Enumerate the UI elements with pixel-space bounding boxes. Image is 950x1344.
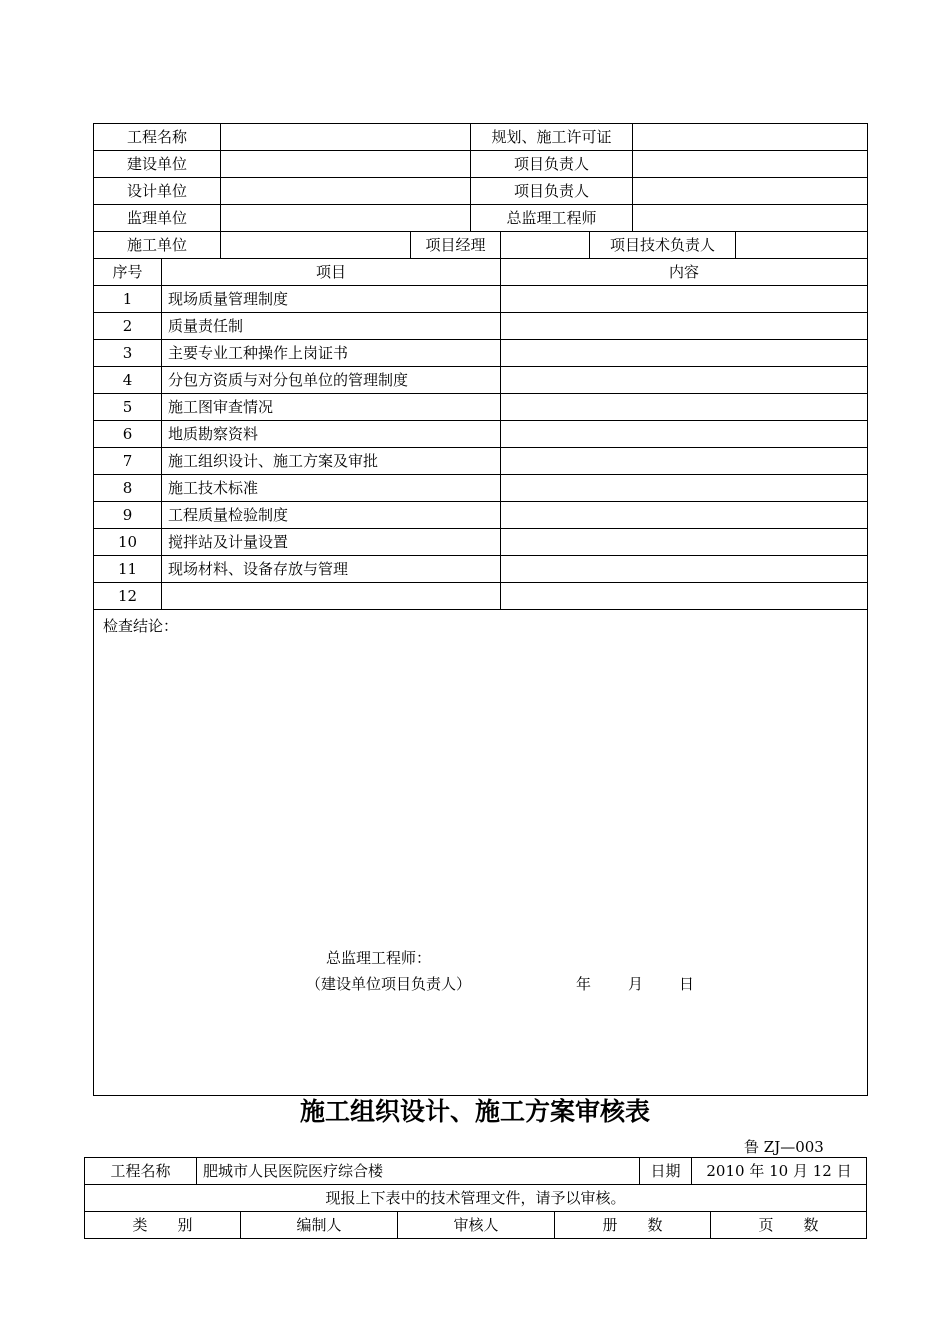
row-no: 10 (94, 529, 162, 556)
col-reviewer-header: 审核人 (398, 1212, 555, 1239)
bottom-date-label: 日期 (640, 1158, 692, 1185)
row-no: 8 (94, 475, 162, 502)
bottom-project-name-value[interactable]: 肥城市人民医院医疗综合楼 (197, 1158, 640, 1185)
row-content[interactable] (501, 394, 868, 421)
table-row (94, 394, 868, 421)
table-row (94, 502, 868, 529)
row-item: 搅拌站及计量设置 (162, 529, 501, 556)
col-no-header: 序号 (94, 259, 162, 286)
items-header-row (94, 259, 868, 286)
designer-row (94, 178, 868, 205)
table-row (94, 313, 868, 340)
row-content[interactable] (501, 583, 868, 610)
row-no: 7 (94, 448, 162, 475)
row-content[interactable] (501, 421, 868, 448)
row-no: 5 (94, 394, 162, 421)
designer-label: 设计单位 (94, 178, 221, 205)
row-content[interactable] (501, 502, 868, 529)
row-item: 地质勘察资料 (162, 421, 501, 448)
bottom-project-row (85, 1158, 867, 1185)
documents-table (84, 1211, 867, 1239)
table-row (94, 340, 868, 367)
table-row (94, 448, 868, 475)
notice-row (85, 1185, 867, 1212)
row-no: 1 (94, 286, 162, 313)
form-code: 鲁 ZJ—003 (744, 1138, 824, 1156)
bottom-date-value[interactable]: 2010 年 10 月 12 日 (692, 1158, 867, 1185)
designer-resp-field[interactable] (633, 178, 868, 205)
tech-lead-field[interactable] (736, 232, 868, 259)
row-content[interactable] (501, 367, 868, 394)
permit-label: 规划、施工许可证 (471, 124, 633, 151)
table-row (94, 529, 868, 556)
supervisor-label: 监理单位 (94, 205, 221, 232)
builder-field[interactable] (221, 151, 471, 178)
row-item: 施工组织设计、施工方案及审批 (162, 448, 501, 475)
col-category-header: 类 别 (85, 1212, 241, 1239)
row-no: 9 (94, 502, 162, 529)
chief-supervisor-field[interactable] (633, 205, 868, 232)
builder-resp-label: 项目负责人 (471, 151, 633, 178)
row-content[interactable] (501, 448, 868, 475)
row-no: 3 (94, 340, 162, 367)
project-name-field[interactable] (221, 124, 471, 151)
notice-table (84, 1184, 867, 1212)
supervisor-field[interactable] (221, 205, 471, 232)
col-content-header: 内容 (501, 259, 868, 286)
documents-header-row (85, 1212, 867, 1239)
bottom-form (84, 1157, 867, 1239)
designer-field[interactable] (221, 178, 471, 205)
conclusion-box[interactable] (93, 609, 868, 1096)
bottom-header-table (84, 1157, 867, 1185)
contractor-field[interactable] (221, 232, 411, 259)
row-content[interactable] (501, 340, 868, 367)
conclusion-label: 检查结论： (103, 617, 179, 635)
row-content[interactable] (501, 313, 868, 340)
col-volumes-header: 册 数 (555, 1212, 711, 1239)
row-item: 分包方资质与对分包单位的管理制度 (162, 367, 501, 394)
top-form (93, 123, 868, 1096)
row-item: 工程质量检验制度 (162, 502, 501, 529)
designer-resp-label: 项目负责人 (471, 178, 633, 205)
date-day: 日 (679, 975, 695, 993)
table-row (94, 556, 868, 583)
bottom-project-name-label: 工程名称 (85, 1158, 197, 1185)
signer-label: 总监理工程师： (326, 949, 432, 967)
pm-label: 项目经理 (411, 232, 501, 259)
signer-sub-label: （建设单位项目负责人） (306, 975, 472, 993)
date-month: 月 (628, 975, 644, 993)
row-no: 12 (94, 583, 162, 610)
contractor-label: 施工单位 (94, 232, 221, 259)
project-name-label: 工程名称 (94, 124, 221, 151)
contractor-table (93, 231, 868, 259)
table-row (94, 421, 868, 448)
supervisor-row (94, 205, 868, 232)
tech-lead-label: 项目技术负责人 (590, 232, 736, 259)
top-header-table (93, 123, 868, 232)
row-no: 6 (94, 421, 162, 448)
row-content[interactable] (501, 529, 868, 556)
col-author-header: 编制人 (241, 1212, 398, 1239)
table-row (94, 286, 868, 313)
row-item: 施工图审查情况 (162, 394, 501, 421)
pm-field[interactable] (501, 232, 590, 259)
notice-text: 现报上下表中的技术管理文件，请予以审核。 (85, 1185, 867, 1212)
row-item: 施工技术标准 (162, 475, 501, 502)
builder-row (94, 151, 868, 178)
row-no: 11 (94, 556, 162, 583)
row-item: 现场材料、设备存放与管理 (162, 556, 501, 583)
items-table (93, 258, 868, 610)
page-title: 施工组织设计、施工方案审核表 (299, 1097, 650, 1126)
chief-supervisor-label: 总监理工程师 (471, 205, 633, 232)
table-row (94, 475, 868, 502)
row-no: 2 (94, 313, 162, 340)
project-name-row (94, 124, 868, 151)
col-pages-header: 页 数 (711, 1212, 867, 1239)
row-content[interactable] (501, 475, 868, 502)
row-content[interactable] (501, 556, 868, 583)
table-row (94, 583, 868, 610)
row-content[interactable] (501, 286, 868, 313)
row-item: 现场质量管理制度 (162, 286, 501, 313)
builder-resp-field[interactable] (633, 151, 868, 178)
row-item[interactable] (162, 583, 501, 610)
date-year: 年 (576, 975, 592, 993)
builder-label: 建设单位 (94, 151, 221, 178)
permit-field[interactable] (633, 124, 868, 151)
row-item: 质量责任制 (162, 313, 501, 340)
row-item: 主要专业工种操作上岗证书 (162, 340, 501, 367)
contractor-row (94, 232, 868, 259)
table-row (94, 367, 868, 394)
row-no: 4 (94, 367, 162, 394)
col-item-header: 项目 (162, 259, 501, 286)
